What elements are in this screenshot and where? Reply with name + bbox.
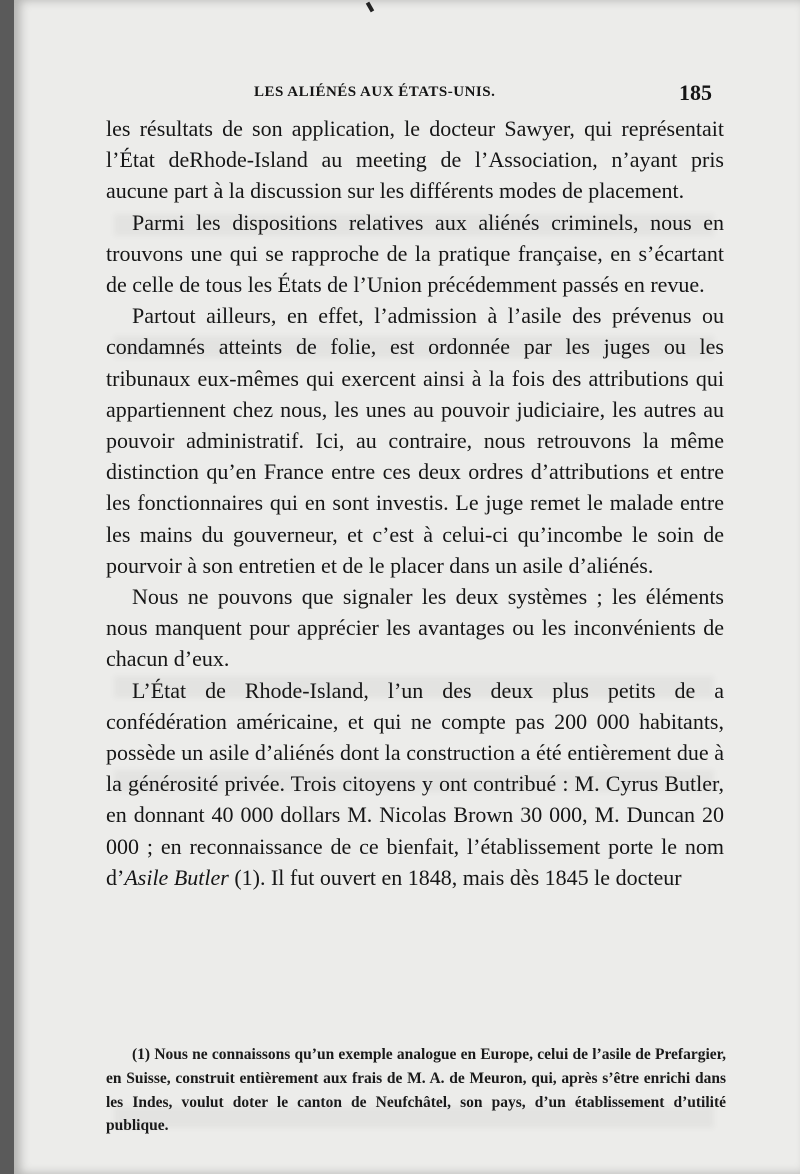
page-number: 185 <box>679 80 712 105</box>
ink-mark <box>366 2 374 13</box>
running-title: LES ALIÉNÉS AUX ÉTATS-UNIS. <box>254 84 496 100</box>
paragraph-rhode-island <box>106 675 724 893</box>
paragraph-admission: Partout ailleurs, en effet, l’admission à l’asile des prévenus ou condamnés atteints de folie, est ordonnée par les juges ou les tribunaux eux-mêmes qui exercent ainsi à la fois des attributions qui appartiennent chez nous, les unes au pouvoir judiciaire, les autres au pouvoir administratif. Ici, au contraire, nous retrouvons la même distinction qu’en France entre ces deux ordres d’attributions et entre les fonctionnaires qui en sont investis. Le juge remet le malade entre les mains du gouverneur, et c’est à celui-ci qu’incombe le soin de pourvoir à son entretien et de le placer dans un asile d’aliénés. <box>106 303 724 578</box>
paragraph-continuation: les résultats de son application, le docteur Sawyer, qui représentait l’État deRhode-Island au meeting de l’Association, n’ayant pris aucune part à la discussion sur les différents modes de placement. <box>106 116 724 204</box>
asylum-name: Asile Butler <box>124 864 229 890</box>
footnote: (1) Nous ne connaissons qu’un exemple analogue en Europe, celui de l’asile de Prefargier, en Suisse, construit entièrement aux frais de M. A. de Meuron, qui, après s’être enrichi dans les Indes, voulut doter le canton de Neufchâtel, son pays, d’un établissement d’utilité publique. <box>106 1046 726 1135</box>
book-page <box>14 0 800 1174</box>
page-header <box>254 82 712 106</box>
body-text <box>106 113 724 893</box>
paragraph-text: (1). Il fut ouvert en 1848, mais dès 1845 le docteur <box>228 864 682 890</box>
paragraph-two-systems: Nous ne pouvons que signaler les deux systèmes ; les éléments nous manquent pour apprécier les avantages ou les inconvénients de chacun d’eux. <box>106 584 724 672</box>
paragraph-text: L’État de Rhode-Island, l’un des deux plus petits de a confédération américaine, et qui ne compte pas 200 000 habitants, possède un asile d’aliénés dont la construction a été entièrement due à la générosité privée. Trois citoyens y ont contribué : M. Cyrus Butler, en donnant 40 000 dollars M. Nicolas Brown 30 000, M. Duncan 20 000 ; en reconnaissance de ce bienfait, l’établissement porte le nom d’ <box>106 677 724 890</box>
paragraph-criminal-insane: Parmi les dispositions relatives aux aliénés criminels, nous en trouvons une qui se rapproche de la pratique française, en s’écartant de celle de tous les États de l’Union précédemment passés en revue. <box>106 209 724 298</box>
